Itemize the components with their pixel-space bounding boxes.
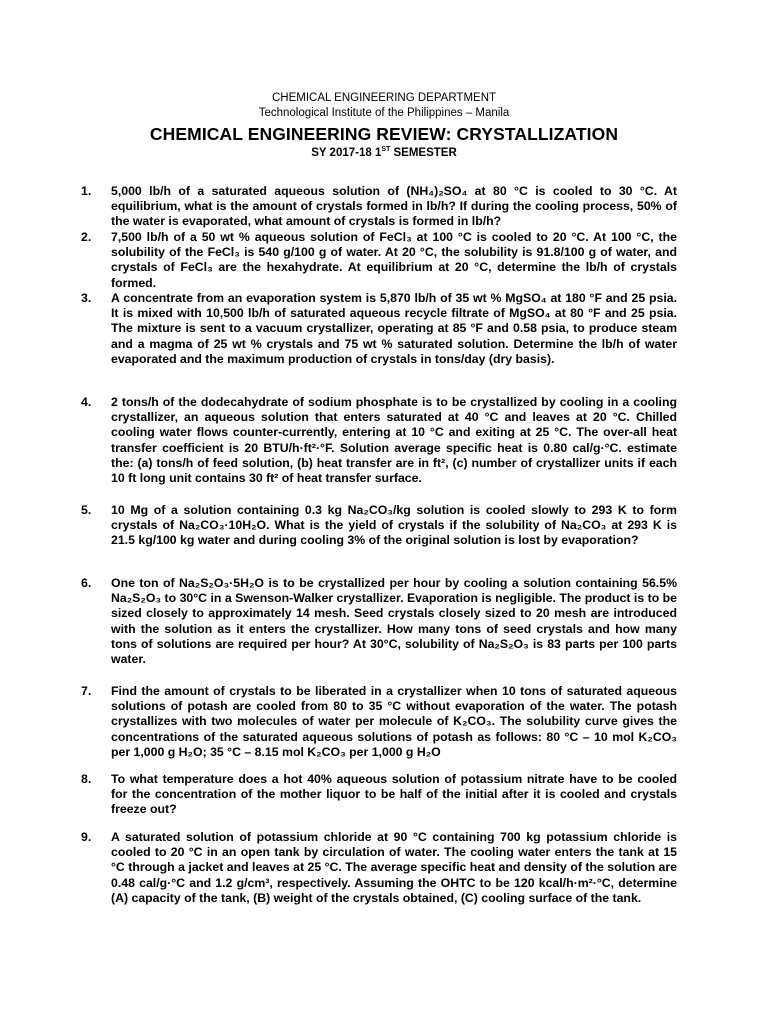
semester-prefix: SY 2017-18 1 <box>311 146 382 159</box>
semester-suffix: SEMESTER <box>390 146 457 159</box>
problem-number: 9. <box>81 830 92 844</box>
problem-number: 6. <box>81 576 92 590</box>
problem-number: 3. <box>81 291 92 305</box>
problem-9 <box>81 830 677 906</box>
problem-5 <box>81 503 677 549</box>
problem-number: 7. <box>81 684 92 698</box>
semester-heading <box>0 146 768 159</box>
problem-text: One ton of Na₂S₂O₃·5H₂O is to be crystallized per hour by cooling a solution containing 56.5% Na₂S₂O₃ to 30°C in a Swenson-Walker crystallizer. Evaporation is negligible. The product is to be sized closely to approximately 14 mesh. Seed crystals closely sized to 20 mesh are introduced with the solution as it enters the crystallizer. How many tons of seed crystals and how many tons of solutions are required per hour? At 30°C, solubility of Na₂S₂O₃ is 83 parts per 100 parts water. <box>111 576 677 667</box>
document-title: CHEMICAL ENGINEERING REVIEW: CRYSTALLIZATION <box>149 124 619 144</box>
problem-text: 10 Mg of a solution containing 0.3 kg Na₂CO₃/kg solution is cooled slowly to 293 K to form crystals of Na₂CO₃·10H₂O. What is the yield of crystals if the solubility of Na₂CO₃ at 293 K is 21.5 kg/100 kg water and during cooling 3% of the original solution is lost by evaporation? <box>111 503 677 548</box>
institute-heading: Technological Institute of the Philippines – Manila <box>258 107 510 119</box>
problem-1 <box>81 184 677 230</box>
problem-3 <box>81 291 677 367</box>
problem-text: 2 tons/h of the dodecahydrate of sodium phosphate is to be crystallized by cooling in a cooling crystallizer, an aqueous solution that enters saturated at 40 °C and leaves at 20 °C. Chilled cooling water flows counter-currently, entering at 10 °C and exiting at 25 °C. The over-all heat transfer coefficient is 20 BTU/h·ft²·°F. Solution average specific heat is 0.80 cal/g·°C. estimate the: (a) tons/h of feed solution, (b) heat transfer are in ft², (c) number of crystallizer units if each 10 ft long unit contains 30 ft² of heat transfer surface. <box>111 395 677 486</box>
problem-number: 4. <box>81 395 92 409</box>
problem-text: 5,000 lb/h of a saturated aqueous solution of (NH₄)₂SO₄ at 80 °C is cooled to 30 °C. At equilibrium, what is the amount of crystals formed in lb/h? If during the cooling process, 50% of the water is evaporated, what amount of crystals is formed in lb/h? <box>111 184 677 229</box>
problem-6 <box>81 576 677 667</box>
department-heading: CHEMICAL ENGINEERING DEPARTMENT <box>271 92 497 104</box>
problem-2 <box>81 230 677 291</box>
problem-text: To what temperature does a hot 40% aqueous solution of potassium nitrate have to be cooled for the concentration of the mother liquor to be half of the initial after it is cooled and crystals freeze out? <box>111 772 677 817</box>
problem-number: 1. <box>81 184 92 198</box>
problem-number: 5. <box>81 503 92 517</box>
problem-text: 7,500 lb/h of a 50 wt % aqueous solution of FeCl₃ at 100 °C is cooled to 20 °C. At 100 °C, the solubility of the FeCl₃ is 540 g/100 g of water. At 20 °C, the solubility is 91.8/100 g of water, and crystals of FeCl₃ are the hexahydrate. At equilibrium at 20 °C, determine the lb/h of crystals formed. <box>111 230 677 290</box>
problem-4 <box>81 395 677 486</box>
semester-ordinal-suffix: ST <box>381 146 391 153</box>
problem-text: A concentrate from an evaporation system is 5,870 lb/h of 35 wt % MgSO₄ at 180 °F and 25 psia. It is mixed with 10,500 lb/h of saturated aqueous recycle filtrate of MgSO₄ at 80 °F and 25 psia. The mixture is sent to a vacuum crystallizer, operating at 85 °F and 0.58 psia, to produce steam and a magma of 25 wt % crystals and 75 wt % saturated solution. Determine the lb/h of water evaporated and the maximum production of crystals in tons/day (dry basis). <box>111 291 677 366</box>
problem-text: Find the amount of crystals to be liberated in a crystallizer when 10 tons of saturated aqueous solutions of potash are cooled from 80 to 35 °C without evaporation of the water. The potash crystallizes with two molecules of water per molecule of K₂CO₃. The solubility curve gives the concentrations of the saturated aqueous solutions of potash as follows: 80 °C – 10 mol K₂CO₃ per 1,000 g H₂O; 35 °C – 8.15 mol K₂CO₃ per 1,000 g H₂O <box>111 684 677 759</box>
problem-number: 8. <box>81 772 92 786</box>
problem-8 <box>81 772 677 818</box>
problem-number: 2. <box>81 230 92 244</box>
problem-7 <box>81 684 677 760</box>
problem-text: A saturated solution of potassium chloride at 90 °C containing 700 kg potassium chloride is cooled to 20 °C in an open tank by circulation of water. The cooling water enters the tank at 15 °C through a jacket and leaves at 25 °C. The average specific heat and density of the solution are 0.48 cal/g·°C and 1.2 g/cm³, respectively. Assuming the OHTC to be 120 kcal/h·m²·°C, determine (A) capacity of the tank, (B) weight of the crystals obtained, (C) cooling surface of the tank. <box>111 830 677 905</box>
